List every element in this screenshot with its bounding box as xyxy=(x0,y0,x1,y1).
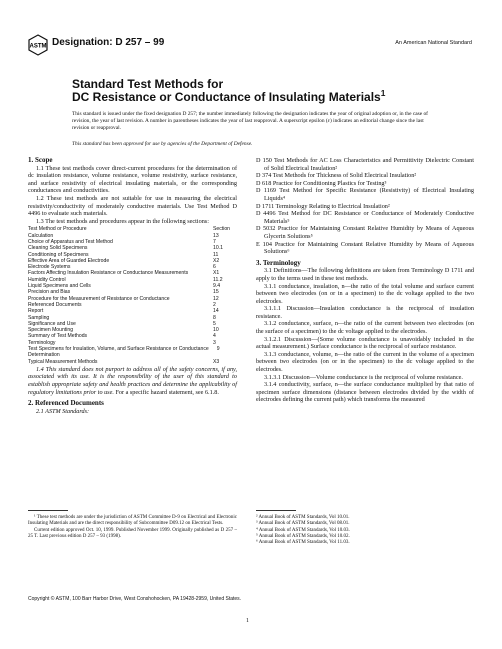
table-cell-procedure: Conditioning of Specimens xyxy=(28,251,89,258)
table-cell-section: 3 xyxy=(213,339,216,346)
scope-1-1: 1.1 These test methods cover direct-current procedures for the determination of dc insulation resistance, volume resistance, volume resistivity, surface resistance, and surface resistivity of electrical insulating materials, or the corresponding conductances and conductivities. xyxy=(28,164,237,195)
table-cell-section: 11.2 xyxy=(213,276,223,283)
issuance-notice: This standard is issued under the fixed designation D 257; the number immediately following the designation indicates the year of original adoption or, in the case of revision, the year of last revision. A number in parentheses indicates the year of last reapproval. A superscript epsilon (ε) indicates an editorial change since the last revision or reapproval. xyxy=(72,111,428,132)
referenced-documents-list xyxy=(256,157,474,256)
table-cell-section: X2 xyxy=(213,257,220,264)
terminology-paragraph: 3.1.3 conductance, volume, n—the ratio of the current in the volume of a specimen between two electrodes (on or in the specimen) to the dc voltage applied to the electrodes. xyxy=(256,350,474,374)
footnote-4: ⁴ Annual Book of ASTM Standards, Vol 10.03. xyxy=(256,527,350,533)
table-cell-section: 8 xyxy=(213,314,216,321)
copyright-notice: Copyright © ASTM, 100 Barr Harbor Drive, West Conshohocken, PA 19428-2959, United States. xyxy=(28,596,242,602)
reference-item: D 618 Practice for Conditioning Plastics for Testing³ xyxy=(256,179,387,187)
astm-logo-icon xyxy=(28,34,48,56)
page-number: 1 xyxy=(246,618,249,624)
table-cell-section: 6 xyxy=(213,264,216,271)
reference-item: D 150 Test Methods for AC Loss Characteristics and Permittivity Dielectric Constant of Solid Electrical Insulation² xyxy=(256,157,474,172)
table-cell-section: 14 xyxy=(213,308,219,315)
reference-item: D 4496 Test Method for DC Resistance or Conductance of Moderately Conductive Materials⁵ xyxy=(256,210,474,225)
table-cell-procedure: Summary of Test Methods xyxy=(28,333,88,340)
table-cell-procedure: Choice of Apparatus and Test Method xyxy=(28,238,113,245)
reference-item: D 1169 Test Method for Specific Resistance (Resistivity) of Electrical Insulating Liquids⁴ xyxy=(256,187,474,202)
table-cell-section: 7 xyxy=(213,238,216,245)
footnote-1: ¹ These test methods are under the jurisdiction of ASTM Committee D-9 on Electrical and Electronic Insulating Materials and are the direct responsibility of Subcommittee D09.12 on Electrical Tests. xyxy=(28,515,237,527)
terminology-paragraph: 3.1.3.1 Discussion—Volume conductance is the reciprocal of volume resistance. xyxy=(264,373,463,381)
section-heading-terminology: 3. Terminology xyxy=(256,258,301,267)
table-cell-procedure: Effective Area of Guarded Electrode xyxy=(28,257,110,264)
footnote-divider-right xyxy=(256,510,296,511)
left-column xyxy=(28,157,237,415)
reference-item: E 104 Practice for Maintaining Constant Relative Humidity by Means of Aqueous Solutions⁶ xyxy=(256,240,474,256)
table-row xyxy=(28,359,237,365)
footnote-6: ⁶ Annual Book of ASTM Standards, Vol 11.03. xyxy=(256,540,350,546)
table-cell-section: 9 xyxy=(216,345,220,352)
reference-item: D 1711 Terminology Relating to Electrical Insulation² xyxy=(256,202,390,210)
table-cell-section: 10.1 xyxy=(213,245,223,252)
footnote-divider-left xyxy=(28,510,68,511)
table-cell-section: 12 xyxy=(213,295,219,302)
table-cell-procedure: Sampling xyxy=(28,314,50,321)
terminology-paragraph: 3.1 Definitions—The following definitions are taken from Terminology D 1711 and apply to the terms used in these test methods. xyxy=(256,267,474,282)
table-head-procedure: Test Method or Procedure xyxy=(28,226,87,233)
table-cell-procedure: Precision and Bias xyxy=(28,289,71,296)
scope-1-3: 1.3 The test methods and procedures appear in the following sections: xyxy=(36,217,209,225)
table-cell-procedure: Referenced Documents xyxy=(28,301,82,308)
terminology-paragraph: 3.1.2 conductance, surface, n—the ratio of the current between two electrodes (on the surface of a specimen) to the dc voltage applied to the electrodes. xyxy=(256,320,474,336)
table-cell-procedure: Cleaning Solid Specimens xyxy=(28,245,88,252)
table-row xyxy=(28,346,237,359)
scope-1-2: 1.2 These test methods are not suitable for use in measuring the electrical resistivity/conductivity of moderately conductive materials. Use Test Method D 4496 to evaluate such materials. xyxy=(28,194,237,218)
terminology-paragraph: 3.1.1 conductance, insulation, n—the ratio of the total volume and surface current between two electrodes (on or in a specimen) to the dc voltage applied to the two electrodes. xyxy=(256,282,474,305)
table-cell-section: 2 xyxy=(213,301,216,308)
title-line-1: Standard Test Methods for xyxy=(72,77,224,91)
right-column xyxy=(256,157,474,404)
terminology-paragraph: 3.1.2.1 Discussion—(Some volume conductance is unavoidably included in the actual measurement.) Surface conductance is the reciprocal of surface resistance. xyxy=(256,335,474,351)
table-cell-procedure: Liquid Specimens and Cells xyxy=(28,283,91,290)
section-heading-scope: 1. Scope xyxy=(28,156,53,164)
scope-1-4-tail: For a specific hazard statement, see 6.1.8. xyxy=(115,388,219,396)
table-cell-section: X3 xyxy=(213,358,220,365)
document-title xyxy=(72,78,452,104)
table-cell-procedure: Humidity Control xyxy=(28,276,66,283)
table-cell-procedure: Significance and Use xyxy=(28,320,76,327)
table-cell-section: 13 xyxy=(213,232,219,239)
terminology-list xyxy=(256,267,474,404)
table-cell-procedure: Test Specimens for Insulation, Volume, and Surface Resistance or Conductance Determination xyxy=(28,345,209,359)
table-cell-procedure: Terminology xyxy=(28,339,56,346)
footnote-2: ² Annual Book of ASTM Standards, Vol 10.01. xyxy=(256,515,350,520)
terminology-paragraph: 3.1.1.1 Discussion—Insulation conductance is the reciprocal of insulation resistance. xyxy=(256,305,474,320)
logo-text: ASTM xyxy=(29,43,47,50)
table-cell-procedure: Report xyxy=(28,308,44,315)
title-line-2: DC Resistance or Conductance of Insulating Materials xyxy=(72,90,381,104)
table-cell-section: X1 xyxy=(213,270,220,277)
footnotes-right xyxy=(256,515,474,546)
national-standard-label: An American National Standard xyxy=(395,40,472,46)
title-footnote-ref: 1 xyxy=(380,88,386,98)
designation: Designation: D 257 – 99 xyxy=(52,37,165,48)
reference-item: D 5032 Practice for Maintaining Constant Relative Humidity by Means of Aqueous Glycerin Solutions⁵ xyxy=(256,225,474,240)
section-heading-referenced: 2. Referenced Documents xyxy=(28,399,104,408)
terminology-paragraph: 3.1.4 conductivity, surface, n—the surface conductance multiplied by that ratio of specimen surface dimensions (distance between electrodes divided by the width of electrodes defining the current path) which transforms the measured xyxy=(256,381,474,404)
footnote-1-edition: Current edition approved Oct. 10, 1999. Published November 1999. Originally published as D 257 – 25 T. Last previous edition D 257 – 93 (1998). xyxy=(28,527,237,539)
astm-standards-sub: 2.1 ASTM Standards: xyxy=(36,407,90,415)
table-cell-section: 11 xyxy=(213,251,219,258)
table-head-section: Section xyxy=(213,226,230,233)
table-cell-procedure: Electrode Systems xyxy=(28,264,71,271)
table-cell-section: 4 xyxy=(213,333,216,340)
table-cell-procedure: Procedure for the Measurement of Resistance or Conductance xyxy=(28,295,170,302)
footnote-5: ⁵ Annual Book of ASTM Standards, Vol 10.02. xyxy=(256,533,350,539)
table-cell-section: 10 xyxy=(213,327,219,334)
reference-item: D 374 Test Methods for Thickness of Solid Electrical Insulation² xyxy=(256,172,417,180)
footnote-3: ³ Annual Book of ASTM Standards, Vol 08.01. xyxy=(256,521,350,527)
table-cell-procedure: Factors Affecting Insulation Resistance or Conductance Measurements xyxy=(28,270,189,277)
sections-table xyxy=(28,226,237,365)
table-cell-procedure: Specimen Mounting xyxy=(28,327,74,334)
table-cell-procedure: Typical Measurement Methods xyxy=(28,358,98,365)
table-cell-section: 5 xyxy=(213,320,216,327)
footnotes-left xyxy=(28,515,237,540)
table-cell-procedure: Calculation xyxy=(28,232,54,239)
table-cell-section: 15 xyxy=(213,289,219,296)
scope-1-4: 1.4 This standard does not purport to address all of the safety concerns, if any, associated with its use. It is the responsibility of the user of this standard to establish appropriate safety and health practices and determine the applicability of regulatory limitations prior to use. xyxy=(28,365,237,396)
approval-note: This standard has been approved for use by agencies of the Department of Defense. xyxy=(72,141,253,147)
table-cell-section: 9.4 xyxy=(213,283,221,290)
